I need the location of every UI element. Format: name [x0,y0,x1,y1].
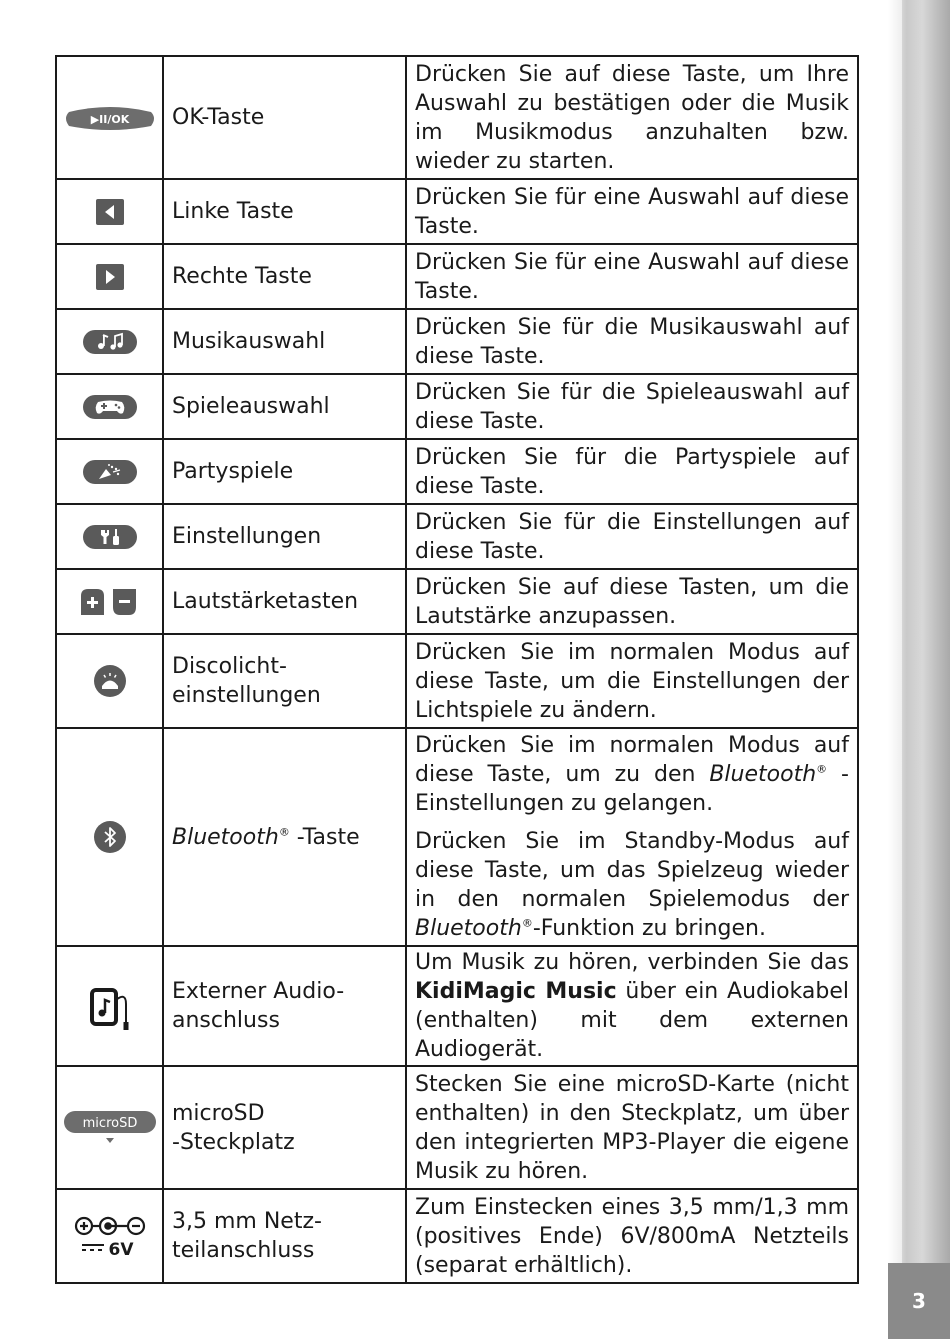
key-description: Drücken Sie für die Einstellungen auf diese Taste. [406,504,858,569]
audio-jack-icon [86,978,134,1034]
table-row [56,634,858,728]
table-row [56,439,858,504]
page-edge-decoration [888,0,950,1339]
table-row [56,56,858,179]
ok-key-icon [63,104,157,132]
key-name: Spieleauswahl [163,374,406,439]
key-name: microSD -Steckplatz [163,1066,406,1189]
key-description: Drücken Sie im normalen Modus auf diese Taste, um die Einstellungen der Lichtspiele zu ändern. [406,634,858,728]
key-description: Drücken Sie für die Partyspiele auf diese Taste. [406,439,858,504]
dc-power-polarity-icon [72,1212,148,1260]
party-popper-key-icon [82,458,138,486]
disco-light-icon [93,664,127,698]
table-row [56,569,858,634]
key-name: Einstellungen [163,504,406,569]
table-row [56,504,858,569]
svg-text:6V: 6V [108,1240,133,1260]
page-number: 3 [912,1289,926,1313]
key-description: Drücken Sie für eine Auswahl auf diese Taste. [406,179,858,244]
key-name: Lautstärketasten [163,569,406,634]
key-description: Drücken Sie für die Musikauswahl auf diese Taste. [406,309,858,374]
table-row [56,179,858,244]
table-row [56,728,858,946]
svg-text:microSD: microSD [82,1115,137,1131]
table-row [56,244,858,309]
right-arrow-key-icon [95,263,125,291]
bluetooth-icon [93,820,127,854]
table-row [56,374,858,439]
tools-key-icon [82,523,138,551]
key-description: Drücken Sie auf diese Taste, um Ihre Auswahl zu bestätigen oder die Musik im Musikmodus anzuhalten bzw. wieder zu starten. [406,56,858,179]
key-name: 3,5 mm Netz- teilanschluss [163,1189,406,1283]
key-name: Musikauswahl [163,309,406,374]
key-function-table [55,55,859,1284]
volume-plus-minus-icon [79,587,141,617]
key-name: Partyspiele [163,439,406,504]
left-arrow-key-icon [95,198,125,226]
table-row [56,1189,858,1283]
table-row [56,946,858,1066]
microsd-slot-icon [62,1109,158,1147]
key-description: Drücken Sie auf diese Tasten, um die Lautstärke anzupassen. [406,569,858,634]
page-number-box [888,1263,950,1339]
key-description: Drücken Sie für eine Auswahl auf diese Taste. [406,244,858,309]
key-name: Discolicht- einstellungen [163,634,406,728]
key-name: Externer Audio- anschluss [163,946,406,1066]
key-description: Um Musik zu hören, verbinden Sie das KidiMagic Music über ein Audiokabel (enthalten) mit dem externen Audiogerät. [406,946,858,1066]
svg-text:▶II/OK: ▶II/OK [90,112,129,126]
gamepad-key-icon [82,393,138,421]
key-name: OK-Taste [163,56,406,179]
key-description: Drücken Sie im normalen Modus auf diese Taste, um zu den Bluetooth® -Einstellungen zu gelangen. Drücken Sie im Standby-Modus auf diese Taste, um das Spielzeug wieder in den normalen Spielemodus der Bluetooth®-Funktion zu bringen. [406,728,858,946]
table-row [56,309,858,374]
music-note-key-icon [82,328,138,356]
key-name: Linke Taste [163,179,406,244]
table-row [56,1066,858,1189]
key-description: Stecken Sie eine microSD-Karte (nicht enthalten) in den Steckplatz, um über den integrierten MP3-Player die eigene Musik zu hören. [406,1066,858,1189]
key-description: Zum Einstecken eines 3,5 mm/1,3 mm (positives Ende) 6V/800mA Netzteils (separat erhältlich). [406,1189,858,1283]
key-name: Bluetooth® -Taste [163,728,406,946]
key-description: Drücken Sie für die Spieleauswahl auf diese Taste. [406,374,858,439]
key-name: Rechte Taste [163,244,406,309]
